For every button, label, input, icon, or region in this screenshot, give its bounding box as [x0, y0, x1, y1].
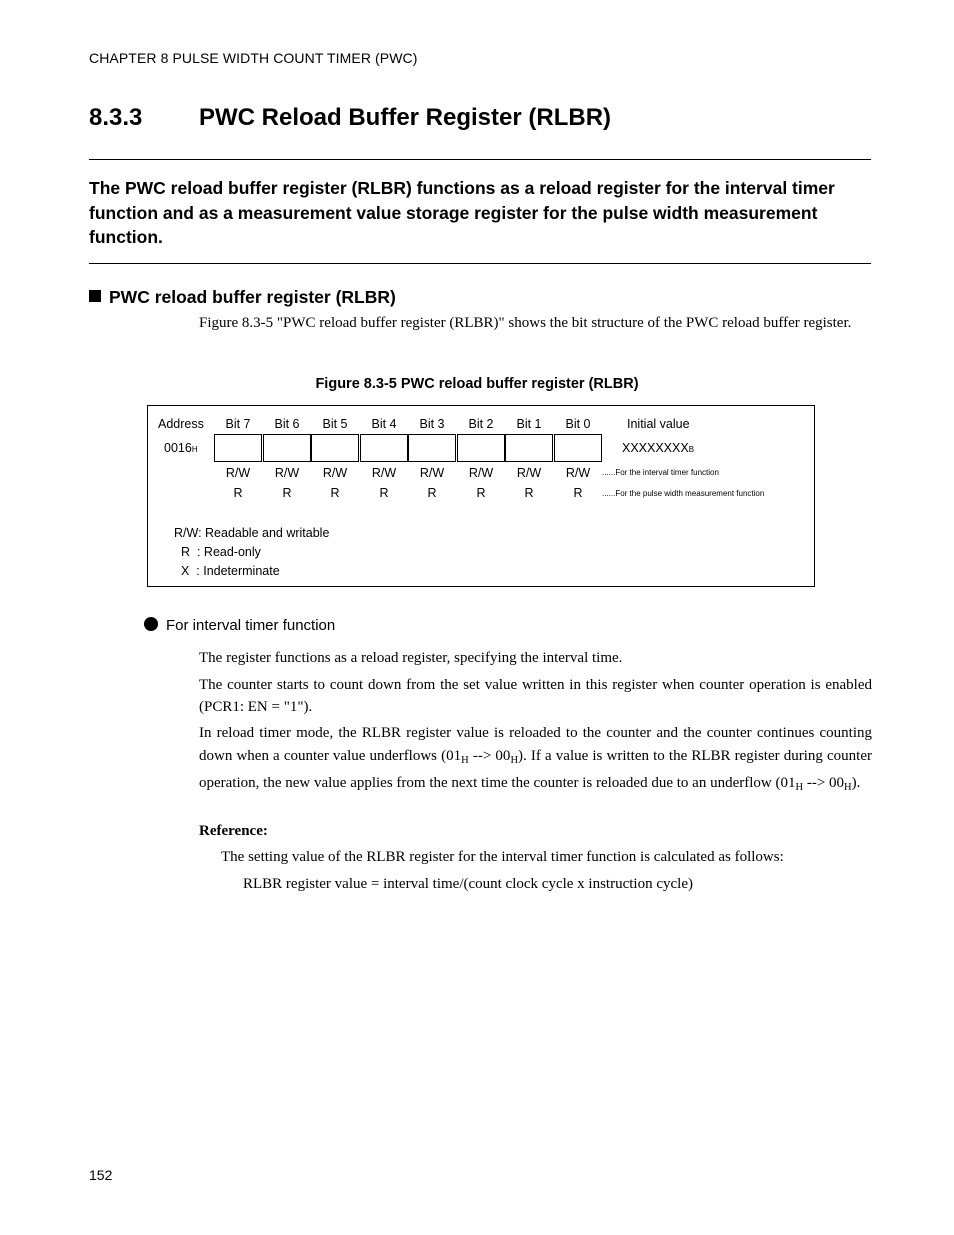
address-number: 0016 [164, 441, 192, 455]
section-number: 8.3.3 [89, 104, 143, 131]
interval-paragraph-2: The counter starts to count down from the set value written in this register when counter operation is enabled (PCR1: EN = "1"). [199, 677, 872, 715]
access-rw: R/W [322, 466, 348, 480]
bit-cell [457, 434, 505, 462]
subsection-intro: Figure 8.3-5 "PWC reload buffer register (RLBR)" shows the bit structure of the PWC reload buffer register. [199, 315, 852, 331]
circle-bullet-icon [144, 617, 158, 631]
access-rw: R/W [516, 466, 542, 480]
formula: RLBR register value = interval time/(count clock cycle x instruction cycle) [243, 876, 693, 892]
address-value [164, 441, 198, 455]
access-rw: R/W [468, 466, 494, 480]
access-rw: R/W [225, 466, 251, 480]
figure-caption: Figure 8.3-5 PWC reload buffer register (RLBR) [315, 376, 639, 392]
interval-heading [144, 617, 335, 634]
hex-subscript: H [461, 755, 469, 766]
initial-value-label: Initial value [627, 417, 690, 431]
reference-text: The setting value of the RLBR register for the interval timer function is calculated as follows: [221, 849, 784, 865]
interval-paragraph-3 [199, 722, 872, 799]
access-rw: R/W [274, 466, 300, 480]
initial-value-bits: XXXXXXXX [622, 441, 689, 455]
bottom-divider [89, 263, 871, 264]
note-pulse: ......For the pulse width measurement function [602, 489, 765, 498]
p3-part: --> 00 [803, 775, 845, 791]
access-rw: R/W [419, 466, 445, 480]
bit-label: Bit 7 [225, 417, 251, 431]
section-title: PWC Reload Buffer Register (RLBR) [199, 104, 612, 131]
reference-label: Reference: [199, 823, 268, 839]
interval-heading-text: For interval timer function [166, 617, 336, 634]
address-label: Address [158, 417, 204, 431]
page-number: 152 [89, 1167, 113, 1183]
bit-label: Bit 0 [565, 417, 591, 431]
legend-rw: R/W: Readable and writable [174, 526, 330, 540]
bit-label: Bit 1 [516, 417, 542, 431]
bit-label: Bit 4 [371, 417, 397, 431]
access-r: R [524, 486, 534, 500]
legend-r: R : Read-only [181, 545, 261, 559]
access-r: R [330, 486, 340, 500]
access-r: R [282, 486, 292, 500]
initial-value-suffix: B [688, 445, 695, 454]
initial-value [622, 441, 694, 455]
address-suffix: H [191, 445, 198, 454]
access-r: R [427, 486, 437, 500]
bit-cell [263, 434, 311, 462]
access-r: R [233, 486, 243, 500]
hex-subscript: H [795, 782, 804, 793]
section-summary: The PWC reload buffer register (RLBR) functions as a reload register for the interval timer function and as a measurement value storage register for the pulse width measurement function. [89, 178, 835, 247]
access-r: R [379, 486, 389, 500]
access-rw: R/W [565, 466, 591, 480]
hex-subscript: H [844, 782, 852, 793]
chapter-header: CHAPTER 8 PULSE WIDTH COUNT TIMER (PWC) [89, 50, 418, 66]
legend-x: X : Indeterminate [181, 564, 280, 578]
subsection-heading [89, 287, 396, 308]
bit-cell [311, 434, 359, 462]
bit-cell [408, 434, 456, 462]
access-rw: R/W [371, 466, 397, 480]
top-divider [89, 159, 871, 160]
bit-cell [554, 434, 602, 462]
bit-label: Bit 3 [419, 417, 445, 431]
bit-label: Bit 2 [468, 417, 494, 431]
note-interval: ......For the interval timer function [602, 468, 719, 477]
bit-cell [505, 434, 553, 462]
interval-paragraph-1: The register functions as a reload register, specifying the interval time. [199, 650, 623, 666]
access-r: R [476, 486, 486, 500]
subsection-heading-text: PWC reload buffer register (RLBR) [109, 287, 396, 307]
p3-part: ). [851, 775, 861, 791]
access-r: R [573, 486, 583, 500]
p3-part: In reload timer mode, the RLBR register value is reloaded to the counter and the counter continues counting down when a counter value underflows (01 [199, 725, 872, 764]
bit-cell [214, 434, 262, 462]
p3-part: --> 00 [468, 748, 511, 764]
bit-label: Bit 5 [322, 417, 348, 431]
bit-label: Bit 6 [274, 417, 300, 431]
square-bullet-icon [89, 290, 101, 302]
bit-cell [360, 434, 408, 462]
hex-subscript: H [510, 755, 519, 766]
p3-part: ). If a value is written to the RLBR register during counter operation, the new value applies from the next time the counter is reloaded due to an underflow (01 [199, 748, 873, 791]
